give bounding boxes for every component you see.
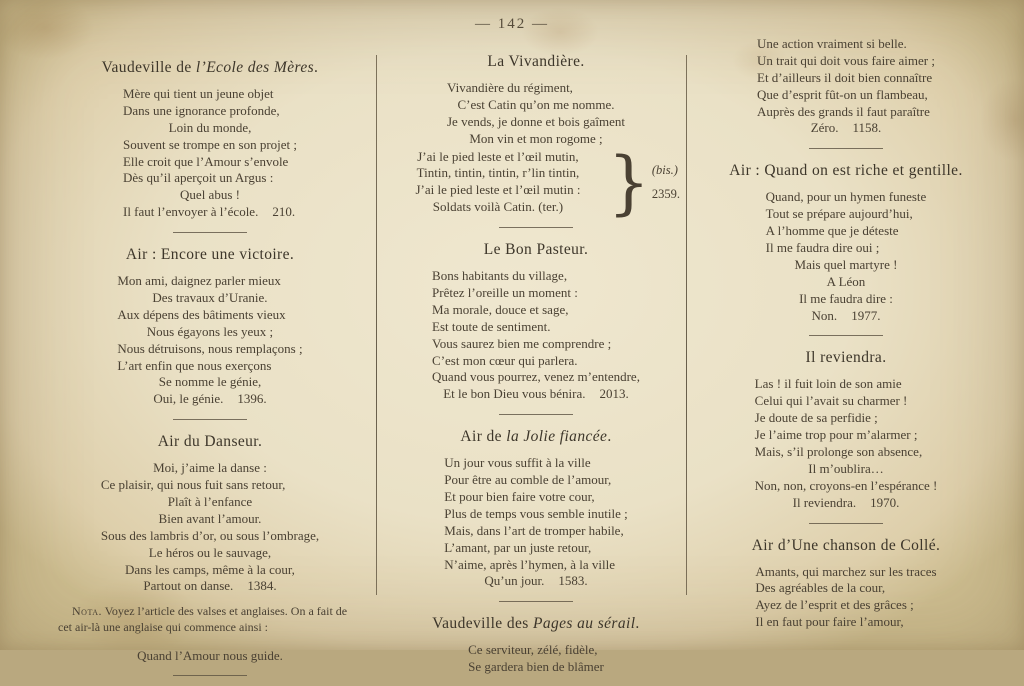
stanza-line (766, 257, 927, 274)
stanza-line (444, 523, 627, 540)
stanza-line-text: Il me faudra dire oui ; (765, 240, 880, 256)
stanza-line-text: Un trait qui doit vous faire aimer ; (757, 52, 935, 68)
stanza-line (755, 393, 938, 410)
stanza-line-text: Que d’esprit fût-on un flambeau, (757, 86, 928, 102)
stanza (447, 80, 625, 148)
section-title-part: Vaudeville des (432, 615, 533, 633)
stanza-line-text: A Léon (826, 273, 866, 289)
stanza-line-text: Je doute de sa perfidie ; (754, 410, 878, 426)
stanza-line-text: Dans une ignorance profonde, (122, 102, 280, 118)
song-encore-une-victoire (56, 246, 364, 408)
section-divider (809, 523, 883, 524)
nota-body: Voyez l’article des valses et anglaises. On a fait de cet air-là une anglaise qui commence ainsi : (58, 604, 348, 635)
stanza-line (432, 386, 640, 403)
song-number: 2359. (651, 186, 680, 201)
stanza-line-text: Ma morale, douce et sage, (432, 301, 569, 317)
stanza-line (766, 189, 927, 206)
section-title-part: Il reviendra. (805, 349, 887, 367)
stanza-line-text: Loin du monde, (168, 119, 252, 135)
section-title (56, 246, 364, 264)
stanza-line (757, 36, 935, 53)
stanza-line (757, 120, 935, 137)
stanza-line-text: Se nomme le génie, (158, 374, 262, 390)
song-chanson-de-colle (700, 537, 992, 632)
stanza-line (468, 659, 604, 676)
stanza-line-text: Sous des lambris d’or, ou sous l’ombrage, (100, 527, 320, 543)
section-title-part: Vaudeville de (101, 59, 196, 76)
stanza-line (755, 410, 938, 427)
stanza-line-text: Quand, pour un hymen funeste (765, 189, 927, 205)
song-number: 1158. (852, 120, 882, 136)
stanza-line-text: Partout on danse. (143, 578, 234, 594)
stanza-line-text: Pour être au comble de l’amour, (444, 472, 612, 488)
stanza-line (123, 170, 297, 187)
song-la-jolie-fiancee (392, 428, 680, 590)
stanza-line-text: Bien avant l’amour. (158, 510, 262, 526)
stanza-line-text: Dans les camps, même à la cour, (125, 561, 295, 577)
brace-lines (415, 149, 580, 217)
stanza-line (766, 206, 927, 223)
song-number: 210. (272, 204, 296, 220)
stanza (123, 86, 297, 221)
page-number: — 142 — (475, 16, 549, 32)
stanza-line (444, 455, 627, 472)
stanza-line-text: Je vends, je donne et bois gaîment (447, 113, 625, 129)
brace-label-bis: (bis.) (651, 162, 678, 177)
stanza-line-text: Plus de temps vous semble inutile ; (444, 505, 628, 521)
stanza-line (123, 204, 297, 221)
stanza-line (755, 614, 936, 631)
section-title-part: Air du Danseur. (157, 433, 263, 451)
stanza-line-text: C’est mon cœur qui parlera. (432, 352, 578, 368)
stanza-line-text: Oui, le génie. (153, 391, 224, 407)
section-divider (809, 335, 883, 336)
stanza-line (101, 477, 319, 494)
stanza-line (755, 376, 938, 393)
stanza-line (432, 353, 640, 370)
song-riche-et-gentille (700, 162, 992, 324)
stanza-line-text: Vous saurez bien me comprendre ; (432, 335, 612, 351)
stanza-line (766, 274, 927, 291)
stanza (101, 460, 319, 595)
stanza-line (101, 494, 319, 511)
stanza-line (468, 642, 604, 659)
stanza-line-text: Vivandière du régiment, (447, 80, 573, 95)
stanza-line (123, 154, 297, 171)
section-title (392, 615, 680, 633)
stanza-line-text: Et d’ailleurs il doit bien connaître (757, 69, 933, 85)
section-title-part: La Vivandière. (487, 53, 585, 70)
song-number: 2013. (599, 386, 629, 402)
stanza-line: Soldats voilà Catin. (ter.) (432, 199, 564, 215)
stanza-line-text: Quel abus ! (180, 187, 240, 203)
song-pages-au-serail (392, 615, 680, 676)
section-title (700, 349, 992, 367)
stanza-line (444, 573, 627, 590)
stanza-line-text: Un jour vous suffit à la ville (444, 455, 591, 471)
column-divider-rule (376, 55, 377, 595)
song-number: 1384. (247, 578, 277, 594)
stanza-line (755, 597, 936, 614)
stanza-line-text: Des travaux d’Uranie. (152, 290, 268, 306)
stanza-line-text: Non, non, croyons-en l’espérance ! (754, 477, 938, 493)
section-divider (173, 232, 247, 233)
stanza-line (757, 70, 935, 87)
section-title (700, 537, 992, 555)
stanza-line-text: Il reviendra. (792, 494, 857, 510)
stanza-line (117, 358, 302, 375)
stanza-line: J’ai le pied leste et l’œil mutin : (415, 182, 581, 198)
section-title-part: Air de (460, 428, 507, 446)
stanza-line: Tintin, tintin, tintin, r’lin tintin, (416, 165, 580, 181)
stanza-line-text: Et pour bien faire votre cour, (444, 489, 595, 505)
stanza-line (766, 240, 927, 257)
stanza-line (117, 273, 302, 290)
stanza-line (117, 374, 302, 391)
stanza-line (117, 324, 302, 341)
stanza-line-text: Non. (811, 307, 838, 323)
stanza (757, 36, 935, 137)
section-title (392, 241, 680, 259)
stanza-line (757, 53, 935, 70)
stanza-line-text: Des agréables de la cour, (755, 580, 886, 596)
stanza-line (447, 131, 625, 148)
column-left (56, 46, 364, 686)
stanza-line (123, 120, 297, 137)
section-title-part: Pages au sérail (532, 615, 636, 633)
stanza-line-text: Et le bon Dieu vous bénira. (443, 386, 586, 402)
stanza-line-text: Le héros ou le sauvage, (148, 544, 272, 560)
stanza-line-text: Ce serviteur, zélé, fidèle, (468, 642, 598, 658)
song-la-vivandiere (392, 53, 680, 223)
stanza-line-text: Quand vous pourrez, venez m’entendre, (432, 369, 640, 385)
stanza-line (444, 557, 627, 574)
stanza-line (757, 104, 935, 121)
song-number: 1583. (558, 573, 588, 589)
stanza-line-text: Mais, s’il prolonge son absence, (754, 444, 923, 460)
stanza-line-text: Qu’un jour. (484, 573, 545, 589)
stanza-line (755, 564, 936, 581)
stanza-line (432, 285, 640, 302)
stanza-line-text: Mais quel martyre ! (794, 256, 898, 272)
stanza-line-text: Il en faut pour faire l’amour, (755, 614, 904, 630)
stanza-line (766, 223, 927, 240)
stanza-line-text: L’art enfin que nous exerçons (117, 357, 272, 373)
song-number: 1396. (237, 391, 267, 407)
stanza-line (755, 444, 938, 461)
section-title (56, 59, 364, 77)
stanza-line (766, 308, 927, 325)
section-title-part: l’Ecole des Mères (195, 59, 315, 76)
column-divider-rule (686, 55, 687, 595)
section-divider (173, 675, 247, 676)
section-title-part: . (635, 615, 640, 633)
stanza-line-text: Auprès des grands il faut paraître (757, 103, 930, 119)
stanza-line-text: Est toute de sentiment. (432, 318, 551, 334)
stanza-line-text: Ce plaisir, qui nous fuit sans retour, (100, 477, 286, 493)
stanza-line-text: N’aime, après l’hymen, à la ville (444, 556, 616, 572)
column-right (700, 36, 992, 631)
stanza-line-text: Bons habitants du village, (432, 268, 568, 284)
stanza-line-text: L’amant, par un juste retour, (444, 539, 592, 555)
brace-labels (652, 163, 680, 202)
stanza-line-text: Tout se prépare aujourd’hui, (765, 206, 913, 222)
stanza-line (755, 478, 938, 495)
section-title-part: . (314, 59, 319, 76)
stanza-line (432, 319, 640, 336)
stanza (117, 273, 302, 408)
stanza-line-text: Il me faudra dire : (799, 290, 893, 306)
stanza-line-text: Nous détruisons, nous remplaçons ; (117, 340, 303, 356)
stanza-line-text: Mon ami, daignez parler mieux (117, 273, 281, 289)
stanza (755, 564, 936, 632)
stanza-line-text: C’est Catin qu’on me nomme. (457, 96, 615, 112)
section-title (56, 433, 364, 451)
stanza-line-text: A l’homme que je déteste (765, 223, 899, 239)
stanza-line (101, 528, 319, 545)
song-ecole-des-meres (56, 59, 364, 221)
stanza-line (447, 114, 625, 131)
stanza (444, 455, 627, 590)
stanza-line-text: Aux dépens des bâtiments vieux (117, 306, 286, 322)
stanza-line-text: Je l’aime trop pour m’alarmer ; (754, 427, 918, 443)
stanza-line-text: Plaît à l’enfance (167, 494, 253, 510)
stanza-line (447, 80, 625, 97)
stanza-line-text: Mère qui tient un jeune objet (122, 86, 274, 101)
song-number: 1977. (851, 307, 881, 323)
stanza-line (123, 86, 297, 103)
stanza-line (432, 369, 640, 386)
stanza-line (444, 506, 627, 523)
song-air-du-danseur (56, 433, 364, 664)
stanza-line (755, 495, 938, 512)
stanza-line (101, 511, 319, 528)
nota-text (58, 604, 362, 636)
stanza-line (447, 97, 625, 114)
stanza-line-text: Mais, dans l’art de tromper habile, (444, 522, 624, 538)
stanza-line (766, 291, 927, 308)
stanza-line (117, 290, 302, 307)
stanza-line (755, 580, 936, 597)
stanza-line-text: Zéro. (810, 120, 839, 136)
stanza-line-text: Nous égayons les yeux ; (146, 323, 274, 339)
stanza-line-text: Amants, qui marchez sur les traces (755, 563, 937, 579)
section-title-part: la Jolie fiancée (506, 428, 608, 446)
stanza-line (444, 540, 627, 557)
stanza-line-text: Il faut l’envoyer à l’école. (122, 204, 259, 220)
stanza-line (757, 87, 935, 104)
stanza-line (101, 578, 319, 595)
stanza-line (444, 489, 627, 506)
stanza-line (117, 391, 302, 408)
nota-centered-line: Quand l’Amour nous guide. (137, 648, 283, 664)
song-continuation (700, 36, 992, 137)
stanza-line-text: Il m’oublira… (808, 460, 884, 476)
section-title-part: Air : Quand on est riche et gentille. (729, 162, 963, 180)
stanza-line (432, 336, 640, 353)
section-title-part: Air d’Une chanson de Collé. (751, 536, 941, 554)
stanza-line (432, 302, 640, 319)
stanza (432, 268, 640, 403)
section-title (392, 428, 680, 446)
stanza-line (123, 187, 297, 204)
stanza (755, 376, 938, 511)
song-le-bon-pasteur (392, 241, 680, 403)
stanza-line-text: Ayez de l’esprit et des grâces ; (755, 597, 914, 613)
stanza-line-text: Dès qu’il aperçoit un Argus : (122, 170, 274, 186)
stanza-line (101, 460, 319, 477)
stanza-line-text: Prêtez l’oreille un moment : (432, 285, 578, 301)
section-title-part: Air : Encore une victoire. (125, 246, 295, 264)
section-title (700, 162, 992, 180)
stanza-line-text: Celui qui l’avait su charmer ! (754, 393, 908, 409)
stanza-line (117, 307, 302, 324)
section-title-part: Le Bon Pasteur. (483, 241, 589, 259)
stanza-line (123, 103, 297, 120)
section-divider (499, 227, 573, 228)
stanza-line-text: Mon vin et mon rogome ; (469, 130, 603, 146)
stanza-line-text: Las ! il fuit loin de son amie (754, 376, 902, 392)
stanza (468, 642, 604, 676)
section-divider (173, 419, 247, 420)
stanza (766, 189, 927, 324)
section-divider (499, 601, 573, 602)
stanza-line (755, 427, 938, 444)
section-title-part: . (607, 428, 612, 446)
song-il-reviendra (700, 349, 992, 511)
stanza-line (101, 545, 319, 562)
column-middle (392, 40, 680, 676)
section-divider (499, 414, 573, 415)
stanza-line-text: Moi, j’aime la danse : (153, 460, 267, 476)
stanza-line-text: Une action vraiment si belle. (757, 36, 907, 51)
stanza-line (755, 461, 938, 478)
brace-group (392, 141, 680, 223)
stanza-line: J’ai le pied leste et l’œil mutin, (417, 148, 579, 164)
nota-paragraph (58, 604, 362, 664)
section-title (392, 53, 680, 71)
stanza-line-text: Souvent se trompe en son projet ; (122, 136, 298, 152)
stanza-line (117, 341, 302, 358)
brace-icon: } (607, 141, 650, 223)
stanza-line (101, 562, 319, 579)
song-number: 1970. (870, 494, 900, 510)
stanza-line-text: Elle croit que l’Amour s’envole (122, 153, 289, 169)
stanza-line (444, 472, 627, 489)
nota-label: Nota. (72, 604, 102, 619)
stanza-line-text: Se gardera bien de blâmer (468, 659, 604, 675)
stanza-line (432, 268, 640, 285)
stanza-line (123, 137, 297, 154)
section-divider (809, 148, 883, 149)
